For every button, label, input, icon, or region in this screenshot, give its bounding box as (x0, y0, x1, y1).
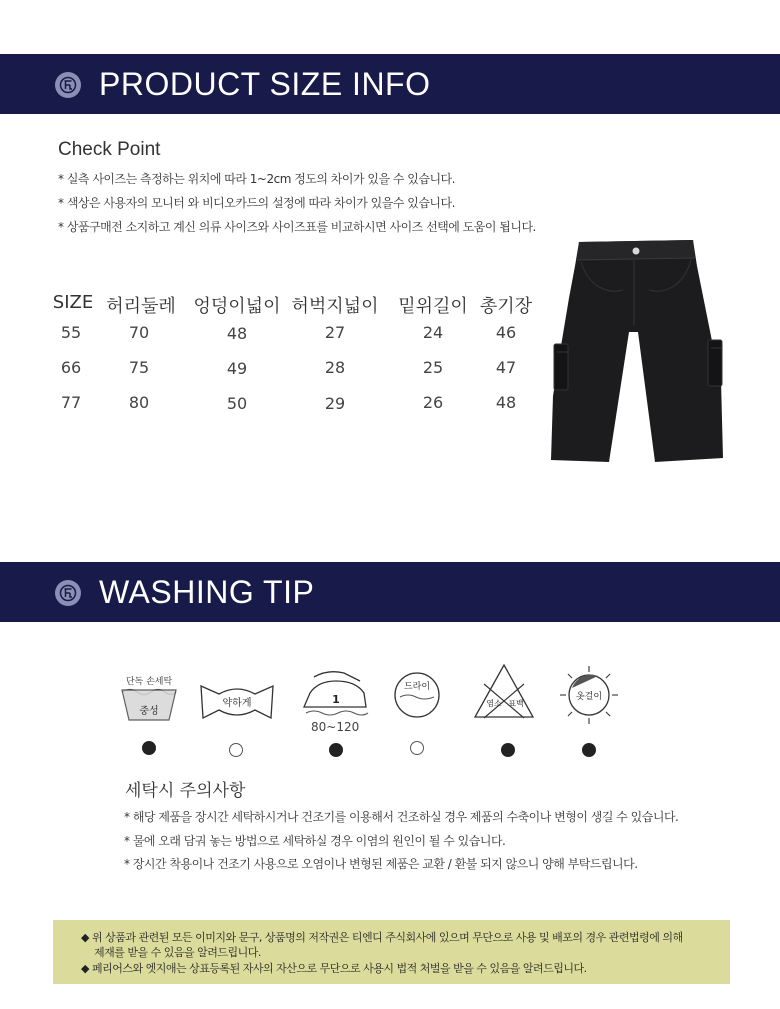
table-header-size: SIZE (52, 292, 94, 313)
table-cell: 80 (128, 393, 150, 412)
check-point-note: * 색상은 사용자의 모니터 와 비디오카드의 설정에 따라 차이가 있을수 있습니다. (58, 196, 455, 210)
dry-clean-indicator (410, 741, 424, 755)
copyright-notice (53, 920, 730, 984)
table-header-length: 총기장 (479, 296, 533, 317)
table-cell: 27 (324, 323, 346, 342)
hand-wash-label: 중성 (139, 706, 159, 717)
copyright-line: 제재를 받을 수 있음을 알려드립니다. (94, 946, 261, 959)
washing-caution-note: * 장시간 착용이나 건조기 사용으로 오염이나 변형된 제품은 교환 / 환불 되지 않으니 양해 부탁드립니다. (124, 857, 638, 871)
wring-gently-label: 약하게 (222, 698, 252, 709)
table-cell: 48 (226, 324, 248, 343)
no-bleach-indicator (501, 743, 515, 757)
washing-caution-title: 세탁시 주의사항 (125, 781, 246, 801)
dry-clean-label: 드라이 (403, 682, 431, 692)
table-header-hip: 엉덩이넓이 (193, 296, 281, 317)
table-cell: 29 (324, 394, 346, 413)
table-cell: 24 (422, 323, 444, 342)
table-cell: 26 (422, 393, 444, 412)
table-cell: 48 (495, 393, 517, 412)
table-header-waist: 허리둘레 (106, 296, 176, 317)
iron-indicator (329, 743, 343, 757)
iron-temperature-caption: 80~120 (311, 720, 360, 734)
hand-wash-indicator (142, 741, 156, 755)
hand-wash-top-label: 단독 손세탁 (125, 677, 173, 687)
no-bleach-icon (472, 662, 536, 720)
table-cell: 28 (324, 358, 346, 377)
wring-gently-icon (199, 682, 275, 722)
table-cell: 50 (226, 394, 248, 413)
table-cell: 47 (495, 358, 517, 377)
product-size-info-banner (0, 54, 780, 114)
table-header-rise: 밑위길이 (398, 296, 468, 317)
brand-logo-icon (55, 72, 81, 98)
hand-wash-icon (118, 672, 180, 724)
wring-gently-indicator (229, 743, 243, 757)
no-bleach-label-left: 염소 (486, 699, 502, 708)
table-cell: 77 (60, 393, 82, 412)
dry-clean-icon (392, 670, 442, 720)
table-cell: 49 (226, 359, 248, 378)
table-cell: 70 (128, 323, 150, 342)
check-point-note: * 실측 사이즈는 측정하는 위치에 따라 1~2cm 정도의 차이가 있을 수 있습니다. (58, 172, 455, 186)
washing-caution-note: * 물에 오래 담궈 놓는 방법으로 세탁하실 경우 이염의 원인이 될 수 있습니다. (124, 834, 506, 848)
table-cell: 55 (60, 323, 82, 342)
washing-tip-banner (0, 562, 780, 622)
table-cell: 75 (128, 358, 150, 377)
hang-dry-indicator (582, 743, 596, 757)
table-cell: 66 (60, 358, 82, 377)
hang-dry-label: 옷걸이 (575, 692, 603, 702)
table-cell: 25 (422, 358, 444, 377)
table-header-thigh: 허벅지넓이 (291, 296, 379, 317)
section-title: WASHING TIP (99, 574, 315, 610)
hang-dry-icon (558, 664, 620, 726)
copyright-line: ◆ 위 상품과 관련된 모든 이미지와 문구, 상품명의 저작권은 티엔디 주식회사에 있으며 무단으로 사용 및 배포의 경우 관련법령에 의해 (81, 931, 683, 944)
section-title: PRODUCT SIZE INFO (99, 66, 431, 102)
brand-logo-icon (55, 580, 81, 606)
washing-caution-note: * 해당 제품을 장시간 세탁하시거나 건조기를 이용해서 건조하실 경우 제품의 수축이나 변형이 생길 수 있습니다. (124, 810, 679, 824)
iron-icon (300, 667, 372, 719)
product-image (545, 236, 731, 468)
copyright-line: ◆ 페리어스와 엣지애는 상표등록된 자사의 자산으로 무단으로 사용시 법적 처벌을 받을 수 있음을 알려드립니다. (81, 962, 587, 975)
check-point-title: Check Point (58, 139, 161, 160)
iron-label: 1 (332, 693, 340, 706)
no-bleach-label-right: 표백 (508, 699, 524, 708)
check-point-note: * 상품구매전 소지하고 계신 의류 사이즈와 사이즈표를 비교하시면 사이즈 선택에 도움이 됩니다. (58, 220, 536, 234)
table-cell: 46 (495, 323, 517, 342)
